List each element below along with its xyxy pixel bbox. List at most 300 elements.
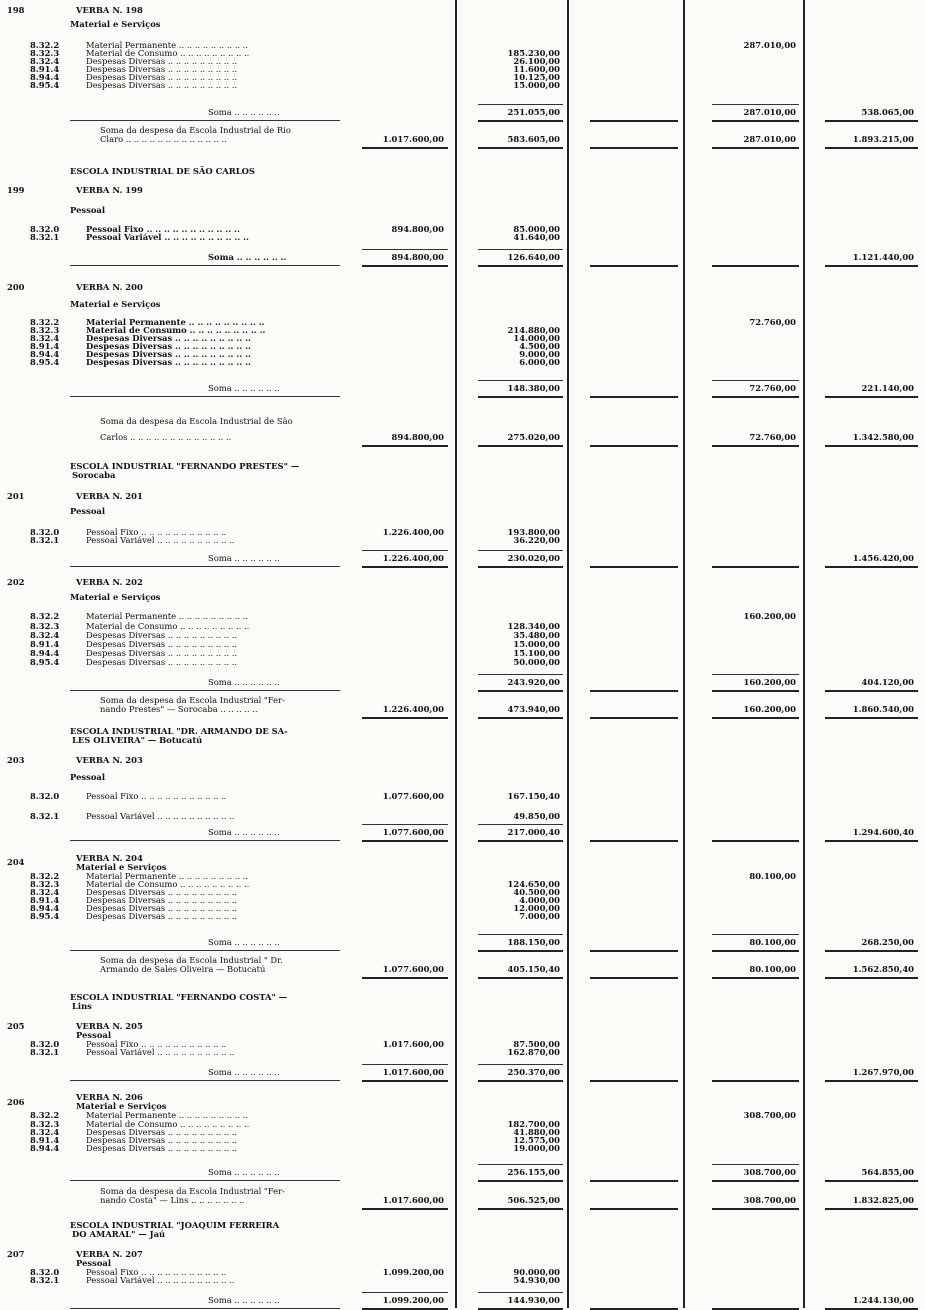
rule-line — [362, 1080, 448, 1082]
rule-line — [478, 1208, 563, 1210]
section-label: Material e Serviços — [70, 592, 161, 602]
amount-c5: 80.100,00 — [749, 964, 796, 974]
item-code: 8.94.4 — [30, 903, 60, 913]
item-label: Despesas Diversas .. .. .. .. .. .. .. .. .. — [86, 80, 238, 90]
item-label: Despesas Diversas .. .. .. .. .. .. .. .. .. — [86, 333, 251, 343]
rule-line — [712, 104, 799, 105]
rule-line — [478, 380, 563, 381]
amount-c3: 250.370,00 — [507, 1067, 560, 1077]
amount-c2: 894.800,00 — [391, 252, 444, 262]
amount-c3: 148.380,00 — [507, 383, 560, 393]
soma-label: Soma .. .. .. .. .. .. — [208, 553, 280, 563]
rule-line — [478, 1080, 563, 1082]
rule-line — [712, 977, 799, 979]
amount-c3: 9.000,00 — [519, 349, 560, 359]
item-label: Material de Consumo .. .. .. .. .. .. .. .. .. — [86, 879, 250, 889]
amount-c3: 50.000,00 — [513, 657, 560, 667]
item-code: 8.94.4 — [30, 1143, 60, 1153]
rule-line — [825, 566, 918, 568]
rule-line — [712, 717, 799, 719]
rule-line — [478, 120, 563, 122]
amount-c3: 182.700,00 — [507, 1119, 560, 1129]
amount-c6: 564.855,00 — [861, 1167, 914, 1177]
rule-line — [712, 690, 799, 692]
amount-c6: 1.832.825,00 — [852, 1195, 914, 1205]
item-label: Despesas Diversas .. .. .. .. .. .. .. .. .. — [86, 887, 238, 897]
rule-line — [712, 1208, 799, 1210]
amount-c3: 12.000,00 — [513, 903, 560, 913]
rule-line — [362, 840, 448, 842]
amount-c2: 1.099.200,00 — [382, 1267, 444, 1277]
item-label: Despesas Diversas .. .. .. .. .. .. .. .. .. — [86, 72, 238, 82]
amount-c5: 160.200,00 — [743, 611, 796, 621]
item-label: Despesas Diversas .. .. .. .. .. .. .. .. .. — [86, 648, 238, 658]
item-code: 8.94.4 — [30, 648, 60, 658]
amount-c3: 167.150,40 — [507, 791, 560, 801]
rule-line — [712, 1080, 799, 1082]
item-code: 8.91.4 — [30, 64, 60, 74]
rule-line — [478, 1292, 563, 1293]
total-label: Claro .. .. .. .. .. .. .. .. .. .. .. .. .. — [100, 134, 227, 144]
column-rule — [567, 0, 569, 1308]
verba-number: 199 — [7, 185, 25, 195]
item-code: 8.91.4 — [30, 639, 60, 649]
column-rule — [455, 0, 457, 1308]
rule-line — [70, 566, 340, 567]
soma-label: Soma .. .. .. .. .. .. — [208, 1067, 280, 1077]
rule-line — [825, 396, 918, 398]
rule-line — [478, 1164, 563, 1165]
rule-line — [712, 674, 799, 675]
rule-line — [478, 104, 563, 105]
amount-c3: 256.155,00 — [507, 1167, 560, 1177]
amount-c2: 1.017.600,00 — [382, 134, 444, 144]
item-label: Material Permanente .. .. .. .. .. .. .. .. .. — [86, 1110, 249, 1120]
amount-c3: 275.020,00 — [507, 432, 560, 442]
item-label: Despesas Diversas .. .. .. .. .. .. .. .. .. — [86, 64, 238, 74]
item-code: 8.91.4 — [30, 1135, 60, 1145]
rule-line — [590, 690, 678, 692]
total-label: nando Costa" — Lins .. .. .. .. .. .. .. — [100, 1195, 245, 1205]
verba-heading: VERBA N. 201 — [76, 491, 143, 501]
rule-line — [478, 550, 563, 551]
rule-line — [362, 265, 448, 267]
rule-line — [590, 717, 678, 719]
item-code: 8.32.2 — [30, 1110, 60, 1120]
rule-line — [362, 717, 448, 719]
school-heading: Sorocaba — [72, 470, 116, 480]
rule-line — [478, 690, 563, 692]
rule-line — [712, 445, 799, 447]
amount-c3: 583.605,00 — [507, 134, 560, 144]
rule-line — [478, 1308, 563, 1310]
rule-line — [825, 265, 918, 267]
amount-c6: 1.456.420,00 — [852, 553, 914, 563]
school-heading: ESCOLA INDUSTRIAL "FERNANDO COSTA" — — [70, 992, 288, 1002]
item-code: 8.32.0 — [30, 1267, 60, 1277]
item-code: 8.32.1 — [30, 811, 60, 821]
amount-c6: 1.562.850,40 — [852, 964, 914, 974]
item-code: 8.32.3 — [30, 879, 60, 889]
item-code: 8.91.4 — [30, 341, 60, 351]
rule-line — [70, 690, 340, 691]
rule-line — [362, 1208, 448, 1210]
amount-c5: 287.010,00 — [743, 134, 796, 144]
section-label: Material e Serviços — [76, 1101, 167, 1111]
school-heading: Lins — [72, 1001, 92, 1011]
amount-c3: 185.230,00 — [507, 48, 560, 58]
rule-line — [478, 977, 563, 979]
amount-c2: 1.077.600,00 — [382, 791, 444, 801]
item-label: Material de Consumo .. .. .. .. .. .. .. .. .. — [86, 325, 266, 335]
amount-c5: 72.760,00 — [749, 317, 796, 327]
item-code: 8.32.0 — [30, 224, 60, 234]
rule-line — [70, 396, 340, 397]
verba-number: 203 — [7, 755, 25, 765]
amount-c3: 243.920,00 — [507, 677, 560, 687]
amount-c3: 4.500,00 — [519, 341, 560, 351]
rule-line — [70, 840, 340, 841]
rule-line — [825, 1208, 918, 1210]
item-code: 8.32.0 — [30, 1039, 60, 1049]
item-label: Despesas Diversas .. .. .. .. .. .. .. .. .. — [86, 357, 251, 367]
verba-heading: VERBA N. 206 — [76, 1092, 143, 1102]
amount-c3: 193.800,00 — [507, 527, 560, 537]
item-label: Pessoal Fixo .. .. .. .. .. .. .. .. .. .. .. — [86, 1039, 227, 1049]
amount-c6: 1.860.540,00 — [852, 704, 914, 714]
item-label: Despesas Diversas .. .. .. .. .. .. .. .. .. — [86, 903, 238, 913]
rule-line — [362, 824, 448, 825]
rule-line — [590, 840, 678, 842]
item-code: 8.95.4 — [30, 657, 60, 667]
amount-c2: 1.226.400,00 — [382, 553, 444, 563]
rule-line — [590, 1308, 678, 1310]
rule-line — [825, 977, 918, 979]
amount-c3: 12.575,00 — [513, 1135, 560, 1145]
item-label: Despesas Diversas .. .. .. .. .. .. .. .. .. — [86, 639, 238, 649]
amount-c5: 160.200,00 — [743, 704, 796, 714]
section-label: Pessoal — [76, 1030, 112, 1040]
verba-number: 202 — [7, 577, 25, 587]
rule-line — [362, 147, 448, 149]
amount-c3: 251.055,00 — [507, 107, 560, 117]
rule-line — [70, 265, 340, 266]
rule-line — [825, 717, 918, 719]
section-label: Material e Serviços — [76, 862, 167, 872]
item-label: Material de Consumo .. .. .. .. .. .. .. .. .. — [86, 48, 250, 58]
item-code: 8.32.3 — [30, 621, 60, 631]
amount-c5: 287.010,00 — [743, 107, 796, 117]
amount-c3: 144.930,00 — [507, 1295, 560, 1305]
rule-line — [825, 147, 918, 149]
rule-line — [478, 147, 563, 149]
amount-c6: 404.120,00 — [861, 677, 914, 687]
rule-line — [590, 445, 678, 447]
verba-heading: VERBA N. 202 — [76, 577, 143, 587]
amount-c3: 15.100,00 — [513, 648, 560, 658]
amount-c5: 308.700,00 — [743, 1167, 796, 1177]
amount-c3: 15.000,00 — [513, 639, 560, 649]
item-code: 8.32.0 — [30, 791, 60, 801]
rule-line — [825, 840, 918, 842]
rule-line — [478, 265, 563, 267]
amount-c3: 405.150,40 — [507, 964, 560, 974]
amount-c3: 19.000,00 — [513, 1143, 560, 1153]
rule-line — [590, 1208, 678, 1210]
verba-number: 205 — [7, 1021, 25, 1031]
item-label: Pessoal Fixo .. .. .. .. .. .. .. .. .. .. .. — [86, 224, 240, 234]
amount-c3: 473.940,00 — [507, 704, 560, 714]
rule-line — [825, 445, 918, 447]
item-code: 8.94.4 — [30, 349, 60, 359]
verba-heading: VERBA N. 205 — [76, 1021, 143, 1031]
item-code: 8.32.4 — [30, 333, 60, 343]
rule-line — [825, 1180, 918, 1182]
school-heading: LES OLIVEIRA" — Botucatú — [72, 735, 203, 745]
item-label: Pessoal Fixo .. .. .. .. .. .. .. .. .. .. .. — [86, 791, 227, 801]
rule-line — [590, 396, 678, 398]
rule-line — [590, 977, 678, 979]
rule-line — [478, 934, 563, 935]
verba-number: 201 — [7, 491, 25, 501]
rule-line — [712, 1308, 799, 1310]
item-code: 8.32.2 — [30, 611, 60, 621]
amount-c3: 124.650,00 — [507, 879, 560, 889]
amount-c6: 1.342.580,00 — [852, 432, 914, 442]
item-code: 8.32.1 — [30, 1047, 60, 1057]
amount-c2: 1.099.200,00 — [382, 1295, 444, 1305]
amount-c2: 1.226.400,00 — [382, 527, 444, 537]
rule-line — [70, 950, 340, 951]
item-label: Pessoal Variável .. .. .. .. .. .. .. .. .. .. — [86, 535, 235, 545]
amount-c3: 188.150,00 — [507, 937, 560, 947]
amount-c2: 1.017.600,00 — [382, 1039, 444, 1049]
item-code: 8.32.2 — [30, 40, 60, 50]
total-label: Carlos .. .. .. .. .. .. .. .. .. .. .. .. .. — [100, 432, 232, 442]
amount-c3: 126.640,00 — [507, 252, 560, 262]
verba-number: 206 — [7, 1097, 25, 1107]
amount-c3: 36.220,00 — [513, 535, 560, 545]
column-rule — [683, 0, 685, 1308]
item-code: 8.95.4 — [30, 80, 60, 90]
verba-number: 198 — [7, 5, 25, 15]
item-label: Pessoal Variável .. .. .. .. .. .. .. .. .. .. — [86, 1275, 235, 1285]
amount-c6: 1.121.440,00 — [852, 252, 914, 262]
amount-c2: 1.017.600,00 — [382, 1195, 444, 1205]
amount-c6: 538.065,00 — [861, 107, 914, 117]
rule-line — [590, 566, 678, 568]
rule-line — [590, 147, 678, 149]
amount-c3: 162.870,00 — [507, 1047, 560, 1057]
rule-line — [712, 934, 799, 935]
total-label: Soma da despesa da Escola Industrial "Fer- — [100, 695, 285, 705]
total-label: nando Prestes" — Sorocaba .. .. .. .. .. — [100, 704, 258, 714]
rule-line — [825, 120, 918, 122]
amount-c3: 40.500,00 — [513, 887, 560, 897]
item-code: 8.32.3 — [30, 1119, 60, 1129]
rule-line — [362, 1308, 448, 1310]
soma-label: Soma .. .. .. .. .. .. — [208, 1295, 280, 1305]
verba-heading: VERBA N. 207 — [76, 1249, 143, 1259]
rule-line — [712, 566, 799, 568]
rule-line — [712, 265, 799, 267]
item-label: Material de Consumo .. .. .. .. .. .. .. .. .. — [86, 1119, 250, 1129]
total-label: Soma da despesa da Escola Industrial "Fer- — [100, 1186, 285, 1196]
amount-c6: 268.250,00 — [861, 937, 914, 947]
amount-c6: 1.244.130,00 — [852, 1295, 914, 1305]
soma-label: Soma .. .. .. .. .. .. — [208, 827, 280, 837]
rule-line — [478, 445, 563, 447]
amount-c3: 26.100,00 — [513, 56, 560, 66]
item-code: 8.95.4 — [30, 911, 60, 921]
amount-c5: 80.100,00 — [749, 937, 796, 947]
amount-c5: 160.200,00 — [743, 677, 796, 687]
school-heading: ESCOLA INDUSTRIAL "JOAQUIM FERREIRA — [70, 1220, 280, 1230]
verba-heading: VERBA N. 200 — [76, 282, 143, 292]
item-code: 8.94.4 — [30, 72, 60, 82]
rule-line — [478, 717, 563, 719]
soma-label: Soma .. .. .. .. .. .. — [208, 383, 280, 393]
soma-label: Soma .. .. .. .. .. .. — [208, 677, 280, 687]
item-label: Despesas Diversas .. .. .. .. .. .. .. .. .. — [86, 895, 238, 905]
amount-c6: 221.140,00 — [861, 383, 914, 393]
section-label: Pessoal — [70, 506, 106, 516]
rule-line — [70, 120, 340, 121]
item-code: 8.32.4 — [30, 1127, 60, 1137]
item-label: Pessoal Fixo .. .. .. .. .. .. .. .. .. .. .. — [86, 1267, 227, 1277]
item-label: Despesas Diversas .. .. .. .. .. .. .. .. .. — [86, 1135, 238, 1145]
rule-line — [362, 445, 448, 447]
amount-c3: 6.000,00 — [519, 357, 560, 367]
item-code: 8.32.1 — [30, 535, 60, 545]
verba-number: 200 — [7, 282, 25, 292]
verba-heading: VERBA N. 204 — [76, 853, 143, 863]
amount-c2: 894.800,00 — [391, 432, 444, 442]
item-label: Despesas Diversas .. .. .. .. .. .. .. .. .. — [86, 341, 251, 351]
item-label: Despesas Diversas .. .. .. .. .. .. .. .. .. — [86, 911, 238, 921]
rule-line — [590, 120, 678, 122]
amount-c6: 1.267.970,00 — [852, 1067, 914, 1077]
item-label: Material Permanente .. .. .. .. .. .. .. .. .. — [86, 40, 249, 50]
total-label: Armando de Sales Oliveira — Botucatú — [100, 964, 266, 974]
rule-line — [712, 147, 799, 149]
rule-line — [712, 380, 799, 381]
school-heading: DO AMARAL" — Jaú — [72, 1229, 166, 1239]
rule-line — [712, 1180, 799, 1182]
amount-c3: 4.000,00 — [519, 895, 560, 905]
verba-heading: VERBA N. 203 — [76, 755, 143, 765]
amount-c5: 287.010,00 — [743, 40, 796, 50]
school-heading: ESCOLA INDUSTRIAL "FERNANDO PRESTES" — — [70, 461, 300, 471]
soma-label: Soma .. .. .. .. .. .. — [208, 937, 280, 947]
amount-c2: 1.077.600,00 — [382, 964, 444, 974]
amount-c3: 14.000,00 — [513, 333, 560, 343]
rule-line — [712, 1164, 799, 1165]
amount-c3: 506.525,00 — [507, 1195, 560, 1205]
amount-c2: 1.077.600,00 — [382, 827, 444, 837]
amount-c3: 35.480,00 — [513, 630, 560, 640]
rule-line — [712, 120, 799, 122]
amount-c3: 10.125,00 — [513, 72, 560, 82]
rule-line — [590, 1080, 678, 1082]
rule-line — [362, 566, 448, 568]
section-label: Material e Serviços — [70, 299, 161, 309]
rule-line — [70, 1080, 340, 1081]
item-label: Despesas Diversas .. .. .. .. .. .. .. .. .. — [86, 349, 251, 359]
item-label: Pessoal Variável .. .. .. .. .. .. .. .. .. .. — [86, 232, 249, 242]
section-label: Material e Serviços — [70, 19, 161, 29]
verba-heading: VERBA N. 198 — [76, 5, 143, 15]
amount-c3: 15.000,00 — [513, 80, 560, 90]
item-code: 8.32.1 — [30, 232, 60, 242]
amount-c6: 1.893.215,00 — [852, 134, 914, 144]
rule-line — [478, 840, 563, 842]
rule-line — [590, 950, 678, 952]
amount-c3: 85.000,00 — [513, 224, 560, 234]
amount-c5: 80.100,00 — [749, 871, 796, 881]
rule-line — [590, 1180, 678, 1182]
rule-line — [825, 1080, 918, 1082]
amount-c3: 11.600,00 — [513, 64, 560, 74]
rule-line — [478, 566, 563, 568]
item-code: 8.32.1 — [30, 1275, 60, 1285]
item-label: Material Permanente .. .. .. .. .. .. .. .. .. — [86, 611, 249, 621]
total-label: Soma da despesa da Escola Industrial de Rio — [100, 125, 291, 135]
amount-c3: 87.500,00 — [513, 1039, 560, 1049]
amount-c3: 41.880,00 — [513, 1127, 560, 1137]
rule-line — [362, 550, 448, 551]
item-label: Despesas Diversas .. .. .. .. .. .. .. .. .. — [86, 56, 238, 66]
item-code: 8.32.3 — [30, 325, 60, 335]
amount-c2: 1.017.600,00 — [382, 1067, 444, 1077]
rule-line — [712, 840, 799, 842]
verba-number: 207 — [7, 1249, 25, 1259]
item-code: 8.95.4 — [30, 357, 60, 367]
soma-label: Soma .. .. .. .. .. .. — [208, 252, 287, 262]
item-code: 8.32.4 — [30, 630, 60, 640]
soma-label: Soma .. .. .. .. .. .. — [208, 107, 280, 117]
item-label: Pessoal Fixo .. .. .. .. .. .. .. .. .. .. .. — [86, 527, 227, 537]
amount-c3: 54.930,00 — [513, 1275, 560, 1285]
amount-c3: 128.340,00 — [507, 621, 560, 631]
item-label: Pessoal Variável .. .. .. .. .. .. .. .. .. .. — [86, 811, 235, 821]
amount-c5: 308.700,00 — [743, 1110, 796, 1120]
section-label: Pessoal — [76, 1258, 112, 1268]
rule-line — [478, 824, 563, 825]
item-code: 8.32.0 — [30, 527, 60, 537]
school-heading: ESCOLA INDUSTRIAL "DR. ARMANDO DE SA- — [70, 726, 288, 736]
rule-line — [478, 674, 563, 675]
soma-label: Soma .. .. .. .. .. .. — [208, 1167, 280, 1177]
total-label: Soma da despesa da Escola Industrial " Dr. — [100, 955, 283, 965]
rule-line — [70, 1180, 340, 1181]
section-label: Pessoal — [70, 772, 106, 782]
rule-line — [478, 249, 563, 250]
amount-c3: 49.850,00 — [513, 811, 560, 821]
item-label: Pessoal Variável .. .. .. .. .. .. .. .. .. .. — [86, 1047, 235, 1057]
rule-line — [712, 396, 799, 398]
amount-c3: 41.640,00 — [513, 232, 560, 242]
total-label: Soma da despesa da Escola Industrial de São — [100, 416, 293, 426]
amount-c2: 894.800,00 — [391, 224, 444, 234]
amount-c5: 308.700,00 — [743, 1195, 796, 1205]
amount-c3: 217.000,40 — [507, 827, 560, 837]
item-code: 8.32.2 — [30, 871, 60, 881]
rule-line — [478, 396, 563, 398]
item-label: Despesas Diversas .. .. .. .. .. .. .. .. .. — [86, 1127, 238, 1137]
rule-line — [362, 1064, 448, 1065]
rule-line — [478, 1180, 563, 1182]
